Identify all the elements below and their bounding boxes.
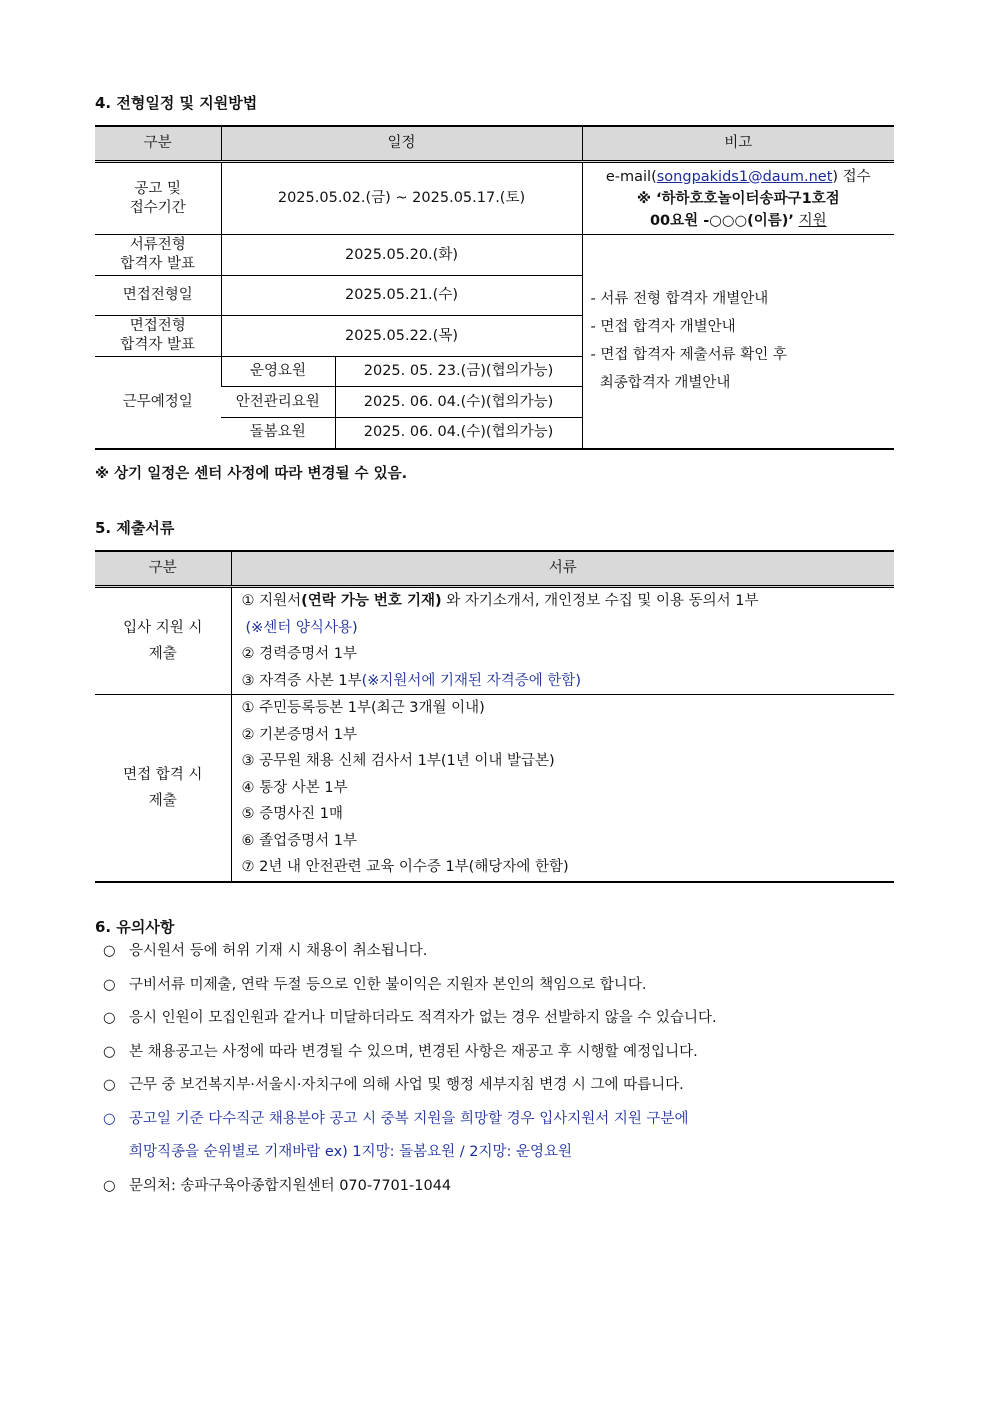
list-item: ○ 응시원서 등에 허위 기재 시 채용이 취소됩니다. — [103, 943, 428, 959]
row-label: 근무예정일 — [95, 357, 221, 449]
table-header-row — [95, 551, 894, 587]
header-category: 구분 — [95, 551, 231, 587]
list-item: ① 주민등록등본 1부(최근 3개월 이내) — [241, 700, 485, 716]
role-date: 2025. 06. 04.(수)(협의가능) — [335, 387, 582, 418]
list-item: ② 기본증명서 1부 — [241, 726, 357, 743]
table-row — [95, 162, 894, 235]
section4-title: 4. 전형일정 및 지원방법 — [95, 94, 258, 112]
list-item: ○ 본 채용공고는 사정에 따라 변경될 수 있으며, 변경된 사항은 재공고 후 시행할 예정입니다. — [103, 1043, 698, 1060]
header-remarks: 비고 — [582, 126, 894, 162]
apply-documents — [231, 587, 894, 695]
list-item: ③ 자격증 사본 1부(※지원서에 기재된 자격증에 한함) — [241, 672, 581, 689]
list-item: (※센터 양식사용) — [245, 619, 358, 636]
list-item: ④ 통장 사본 1부 — [241, 779, 348, 796]
header-schedule: 일정 — [221, 126, 582, 162]
role-date: 2025. 06. 04.(수)(협의가능) — [335, 418, 582, 449]
list-item: ○ 공고일 기준 다수직군 채용분야 공고 시 중복 지원을 희망할 경우 입사지원서 지원 구분에 — [103, 1110, 689, 1127]
row-label: 입사 지원 시 제출 — [95, 587, 231, 695]
pass-documents — [231, 695, 894, 882]
role-label: 돌봄요원 — [221, 418, 335, 449]
row-label: 면접전형 합격자 발표 — [95, 316, 221, 357]
section6-title: 6. 유의사항 — [95, 918, 175, 936]
row-label: 면접 합격 시 제출 — [95, 695, 231, 882]
list-item: ○ 구비서류 미제출, 연락 두절 등으로 인한 불이익은 지원자 본인의 책임으로 합니다. — [103, 976, 647, 993]
role-label: 안전관리요원 — [221, 387, 335, 418]
row-remark-email: e-mail(songpakids1@daum.net) 접수 ※ ‘하하호호놀이터송파구1호점 00요원 -○○○(이름)’ 지원 — [582, 162, 894, 235]
row-schedule: 2025.05.20.(화) — [221, 235, 582, 276]
documents-table — [95, 550, 894, 883]
row-label: 공고 및 접수기간 — [95, 162, 221, 235]
row-schedule: 2025.05.21.(수) — [221, 276, 582, 316]
merged-remarks: - 서류 전형 합격자 개별안내 - 면접 합격자 개별안내 - 면접 합격자 제출서류 확인 후 최종합격자 개별안내 — [582, 235, 894, 449]
section5-title: 5. 제출서류 — [95, 519, 175, 537]
row-schedule: 2025.05.02.(금) ~ 2025.05.17.(토) — [221, 162, 582, 235]
list-item: ① 지원서(연락 가능 번호 기재) 와 자기소개서, 개인정보 수집 및 이용 동의서 1부 — [241, 593, 759, 609]
contact-item: ○ 문의처: 송파구육아종합지원센터 070-7701-1044 — [103, 1177, 452, 1194]
table-row — [95, 695, 894, 882]
row-label: 면접전형일 — [95, 276, 221, 316]
header-documents: 서류 — [231, 551, 894, 587]
table-row — [95, 587, 894, 695]
list-item: ⑥ 졸업증명서 1부 — [241, 832, 357, 849]
role-date: 2025. 05. 23.(금)(협의가능) — [335, 357, 582, 387]
list-item: ③ 공무원 채용 신체 검사서 1부(1년 이내 발급본) — [241, 753, 555, 769]
list-item: ② 경력증명서 1부 — [241, 646, 357, 662]
row-schedule: 2025.05.22.(목) — [221, 316, 582, 357]
schedule-table — [95, 125, 894, 450]
notice-list — [103, 941, 717, 1209]
list-item-continuation: 희망직종을 순위별로 기재바람 ex) 1지망: 돌봄요원 / 2지망: 운영요원 — [129, 1144, 573, 1160]
role-label: 운영요원 — [221, 357, 335, 387]
table-header-row — [95, 126, 894, 162]
list-item: ○ 응시 인원이 모집인원과 같거나 미달하더라도 적격자가 없는 경우 선발하지 않을 수 있습니다. — [103, 1010, 717, 1026]
row-label: 서류전형 합격자 발표 — [95, 235, 221, 276]
table-row — [95, 235, 894, 276]
list-item: ⑦ 2년 내 안전관련 교육 이수증 1부(해당자에 한함) — [241, 859, 569, 875]
header-category: 구분 — [95, 126, 221, 162]
list-item: ⑤ 증명사진 1매 — [241, 806, 343, 822]
schedule-note: ※ 상기 일정은 센터 사정에 따라 변경될 수 있음. — [95, 466, 408, 482]
list-item: ○ 근무 중 보건복지부·서울시·자치구에 의해 사업 및 행정 세부지침 변경 시 그에 따릅니다. — [103, 1077, 684, 1093]
email-link[interactable]: songpakids1@daum.net — [656, 168, 833, 185]
